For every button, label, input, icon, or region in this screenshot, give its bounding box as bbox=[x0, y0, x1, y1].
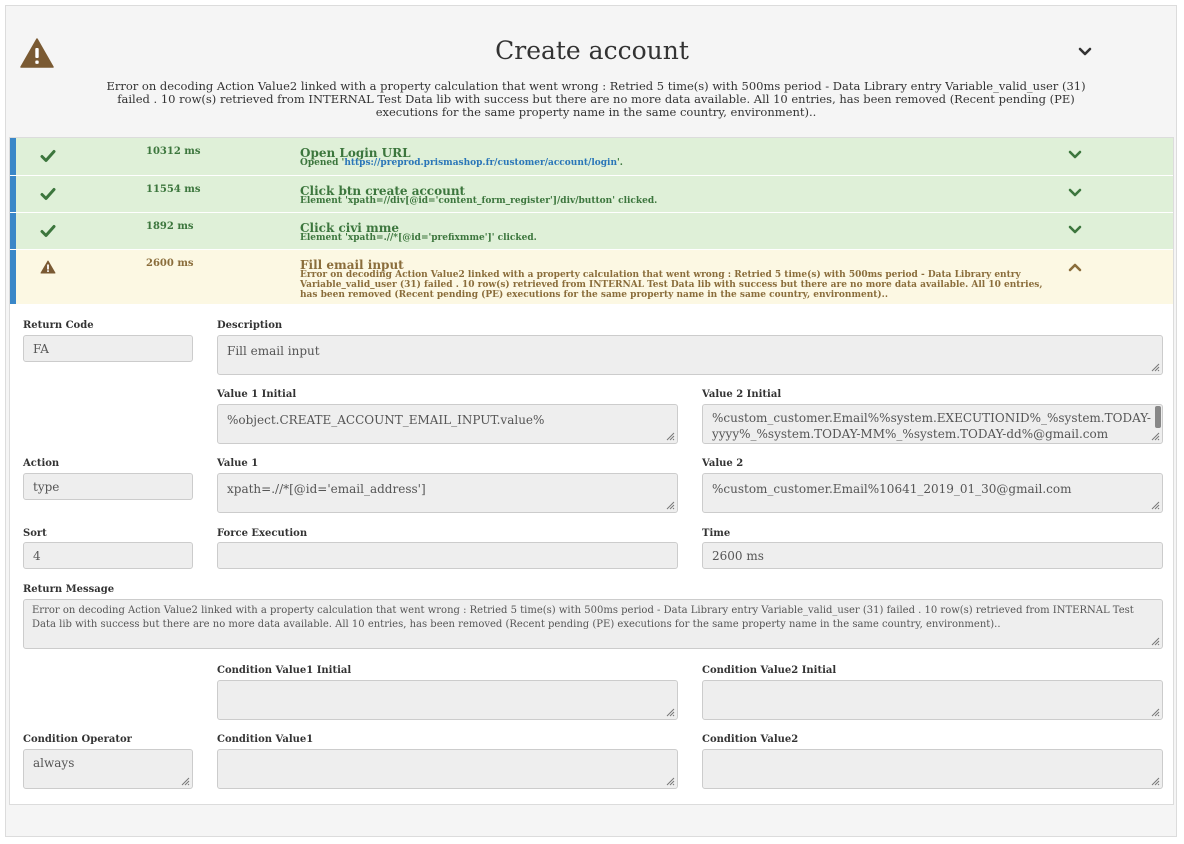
resize-grip-icon[interactable] bbox=[666, 777, 675, 786]
description-field[interactable]: Fill email input bbox=[217, 335, 1163, 375]
action-title: Create account bbox=[495, 36, 689, 65]
condition-value1-field[interactable] bbox=[217, 749, 678, 789]
resize-grip-icon[interactable] bbox=[1151, 777, 1160, 786]
condition-operator-label: Condition Operator bbox=[23, 734, 132, 745]
sort-field[interactable]: 4 bbox=[23, 542, 193, 569]
return-code-label: Return Code bbox=[23, 320, 94, 331]
step-row-click-civi-mme[interactable] bbox=[10, 213, 1173, 249]
time-field[interactable]: 2600 ms bbox=[702, 542, 1163, 569]
condition-value2-label: Condition Value2 bbox=[702, 734, 799, 745]
step-duration: 2600 ms bbox=[146, 258, 194, 269]
action-header[interactable] bbox=[6, 6, 1178, 136]
step-duration: 10312 ms bbox=[146, 146, 201, 157]
condition-value2-initial-label: Condition Value2 Initial bbox=[702, 665, 837, 676]
return-code-field[interactable]: FA bbox=[23, 335, 193, 362]
resize-grip-icon[interactable] bbox=[1151, 708, 1160, 717]
check-icon bbox=[40, 149, 56, 163]
chevron-down-icon[interactable] bbox=[1068, 150, 1082, 160]
value1-label: Value 1 bbox=[217, 458, 259, 469]
return-message-label: Return Message bbox=[23, 584, 115, 595]
action-panel bbox=[5, 5, 1177, 837]
warning-triangle-icon bbox=[40, 260, 56, 274]
force-execution-label: Force Execution bbox=[217, 528, 308, 539]
condition-value1-label: Condition Value1 bbox=[217, 734, 314, 745]
value2-label: Value 2 bbox=[702, 458, 744, 469]
resize-grip-icon[interactable] bbox=[181, 777, 190, 786]
steps-panel bbox=[9, 137, 1174, 805]
step-row-fill-email-input[interactable] bbox=[10, 250, 1173, 304]
check-icon bbox=[40, 224, 56, 238]
chevron-down-icon[interactable] bbox=[1068, 188, 1082, 198]
chevron-down-icon[interactable] bbox=[1078, 46, 1092, 58]
resize-grip-icon[interactable] bbox=[666, 501, 675, 510]
value2-field[interactable]: %custom_customer.Email%10641_2019_01_30@gmail.com bbox=[702, 473, 1163, 513]
scrollbar-thumb[interactable] bbox=[1155, 406, 1161, 428]
step-description: Element 'xpath=//div[@id='content_form_register']/div/button' clicked. bbox=[300, 196, 658, 206]
condition-value2-initial-field[interactable] bbox=[702, 680, 1163, 720]
force-execution-field[interactable] bbox=[217, 542, 678, 569]
step-description: Opened 'https://preprod.prismashop.fr/customer/account/login'. bbox=[300, 158, 623, 168]
step-description: Error on decoding Action Value2 linked with a property calculation that went wrong : Retried 5 time(s) with 500ms period - Data Library entry Variable_valid_user (31) failed . 10 row(s) retrieved from INTERNAL Test Data lib with success but there are no more data available. All 10 entries, has been removed (Recent pending (PE) executions for the same property name in the same country, environment).. bbox=[300, 270, 1043, 300]
chevron-down-icon[interactable] bbox=[1068, 225, 1082, 235]
step-description: Element 'xpath=.//*[@id='prefixmme']' clicked. bbox=[300, 233, 537, 243]
time-label: Time bbox=[702, 528, 731, 539]
step-row-click-btn-create-account[interactable] bbox=[10, 176, 1173, 212]
step-name: Open Login URL bbox=[300, 146, 411, 160]
value1-initial-label: Value 1 Initial bbox=[217, 389, 297, 400]
condition-value1-initial-label: Condition Value1 Initial bbox=[217, 665, 352, 676]
resize-grip-icon[interactable] bbox=[666, 432, 675, 441]
action-label: Action bbox=[23, 458, 60, 469]
action-field[interactable]: type bbox=[23, 473, 193, 500]
value1-initial-field[interactable]: %object.CREATE_ACCOUNT_EMAIL_INPUT.value% bbox=[217, 404, 678, 444]
step-name: Click btn create account bbox=[300, 184, 466, 198]
step-duration: 11554 ms bbox=[146, 184, 201, 195]
value1-field[interactable]: xpath=.//*[@id='email_address'] bbox=[217, 473, 678, 513]
action-error-message: Error on decoding Action Value2 linked with a property calculation that went wrong : Retried 5 time(s) with 500ms period - Data Library entry Variable_valid_user (31) failed . 10 row(s) retrieved from INTERNAL Test Data lib with success but there are no more data available. All 10 entries, has been removed (Recent pending (PE) executions for the same property name in the same country, environment).. bbox=[106, 79, 1086, 119]
step-row-open-login-url[interactable] bbox=[10, 138, 1173, 175]
return-message-field[interactable]: Error on decoding Action Value2 linked with a property calculation that went wrong : Retried 5 time(s) with 500ms period - Data Library entry Variable_valid_user (31) failed . 10 row(s) retrieved from INTERNAL Test Data lib with success but there are no more data available. All 10 entries, has been removed (Recent pending (PE) executions for the same property name in the same country, environment).. bbox=[23, 599, 1163, 649]
resize-grip-icon[interactable] bbox=[666, 708, 675, 717]
step-name: Click civi mme bbox=[300, 221, 400, 235]
condition-value2-field[interactable] bbox=[702, 749, 1163, 789]
chevron-up-icon[interactable] bbox=[1068, 262, 1082, 272]
description-label: Description bbox=[217, 320, 283, 331]
value2-initial-label: Value 2 Initial bbox=[702, 389, 782, 400]
check-icon bbox=[40, 187, 56, 201]
condition-operator-field[interactable]: always bbox=[23, 749, 193, 789]
resize-grip-icon[interactable] bbox=[1151, 637, 1160, 646]
step-name: Fill email input bbox=[300, 258, 404, 272]
resize-grip-icon[interactable] bbox=[1151, 363, 1160, 372]
resize-grip-icon[interactable] bbox=[1151, 501, 1160, 510]
resize-grip-icon[interactable] bbox=[1151, 432, 1160, 441]
step-duration: 1892 ms bbox=[146, 221, 194, 232]
condition-value1-initial-field[interactable] bbox=[217, 680, 678, 720]
sort-label: Sort bbox=[23, 528, 47, 539]
step-url-link[interactable]: https://preprod.prismashop.fr/customer/account/login bbox=[344, 158, 617, 168]
value2-initial-field[interactable]: %custom_customer.Email%%system.EXECUTIONID%_%system.TODAY-yyyy%_%system.TODAY-MM%_%system.TODAY-dd%@gmail.com bbox=[702, 404, 1163, 444]
